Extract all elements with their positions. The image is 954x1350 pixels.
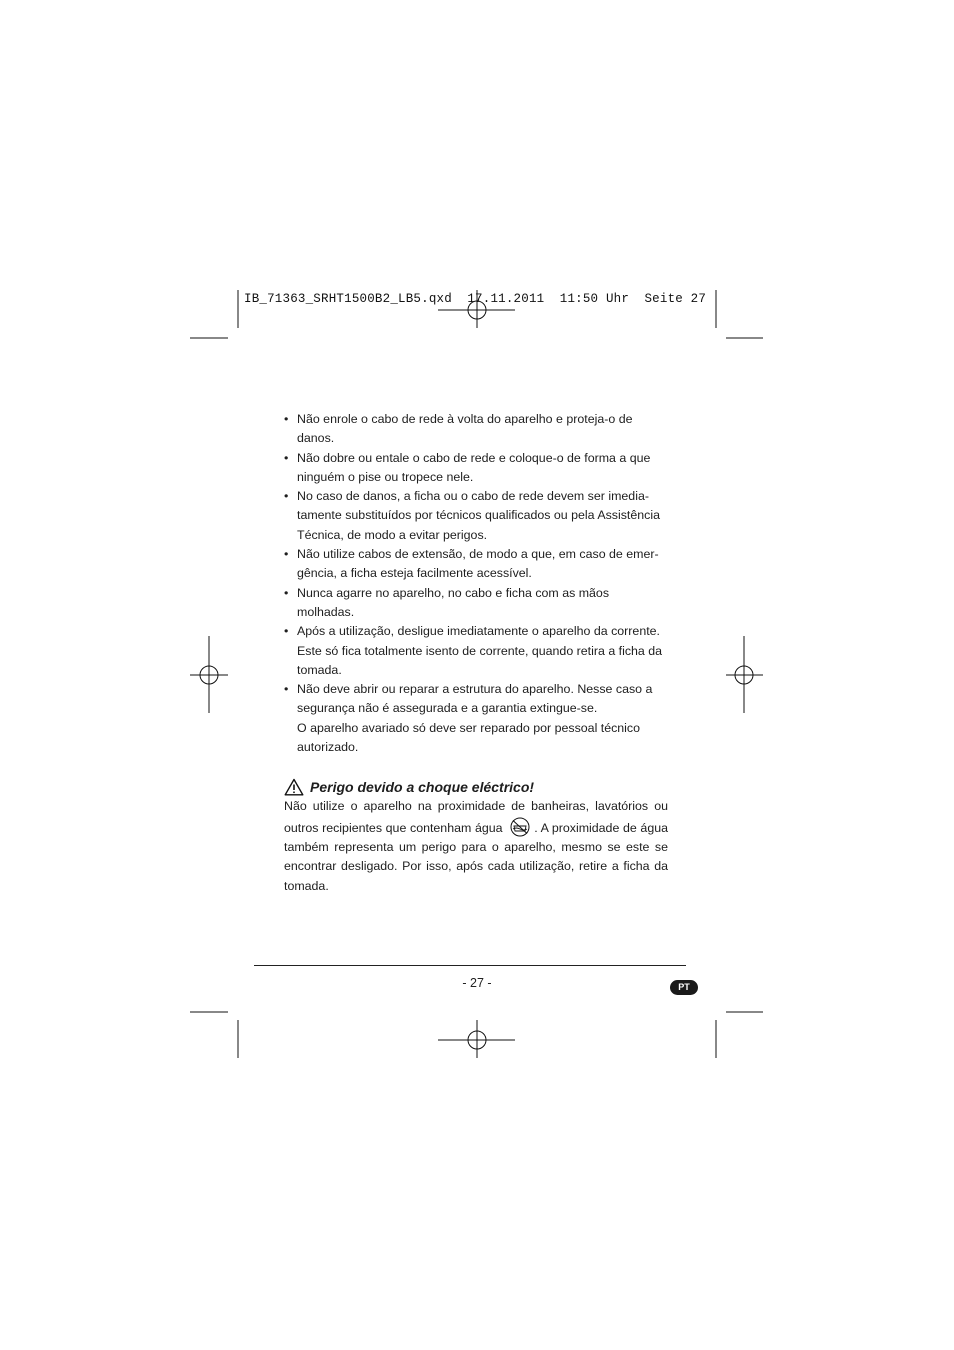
list-item [284,680,668,757]
list-item: • Após a utilização, desligue imediatamente o aparelho da corrente. Este só fica totalmente isento de corrente, quando retira a ficha da tomada. [284,622,668,680]
footer-divider [254,965,686,966]
language-badge: PT [670,980,698,995]
list-item-text: • Não deve abrir ou reparar a estrutura do aparelho. Nesse caso a segurança não é assegurada e a garantia extingue-se. [297,682,653,716]
no-water-symbol-icon [508,817,532,837]
warning-heading [284,777,668,797]
list-item: • Não utilize cabos de extensão, de modo a que, em caso de emer-gência, a ficha esteja facilmente acessível. [284,545,668,584]
warning-triangle-icon [284,778,304,796]
list-item: • Não enrole o cabo de rede à volta do aparelho e proteja-o de danos. [284,410,668,449]
print-slug-line: IB_71363_SRHT1500B2_LB5.qxd 17.11.2011 11:50 Uhr Seite 27 [244,292,707,306]
warning-title: Perigo devido a choque eléctrico! [310,779,535,796]
list-item: • No caso de danos, a ficha ou o cabo de rede devem ser imedia-tamente substituídos por técnicos qualificados ou pela Assistência Técnica, de modo a evitar perigos. [284,487,668,545]
safety-list [284,410,668,757]
list-item: • Nunca agarre no aparelho, no cabo e ficha com as mãos molhadas. [284,584,668,623]
warning-text [284,797,668,895]
warning-text-part-1: Não utilize o aparelho na proximidade de banheiras, lavatórios ou outros recipientes que contenham água [284,799,668,835]
warning-text-part-2: . A proximidade de água também representa um perigo para o aparelho, mesmo se este se encontrar desligado. Por isso, após cada utilização, retire a ficha da tomada. [284,820,668,893]
list-item: • Não dobre ou entale o cabo de rede e coloque-o de forma a que ninguém o pise ou tropece nele. [284,449,668,488]
page-number: - 27 - [462,976,492,990]
page-content [284,410,668,896]
list-item-note: O aparelho avariado só deve ser reparado por pessoal técnico autorizado. [297,720,641,755]
